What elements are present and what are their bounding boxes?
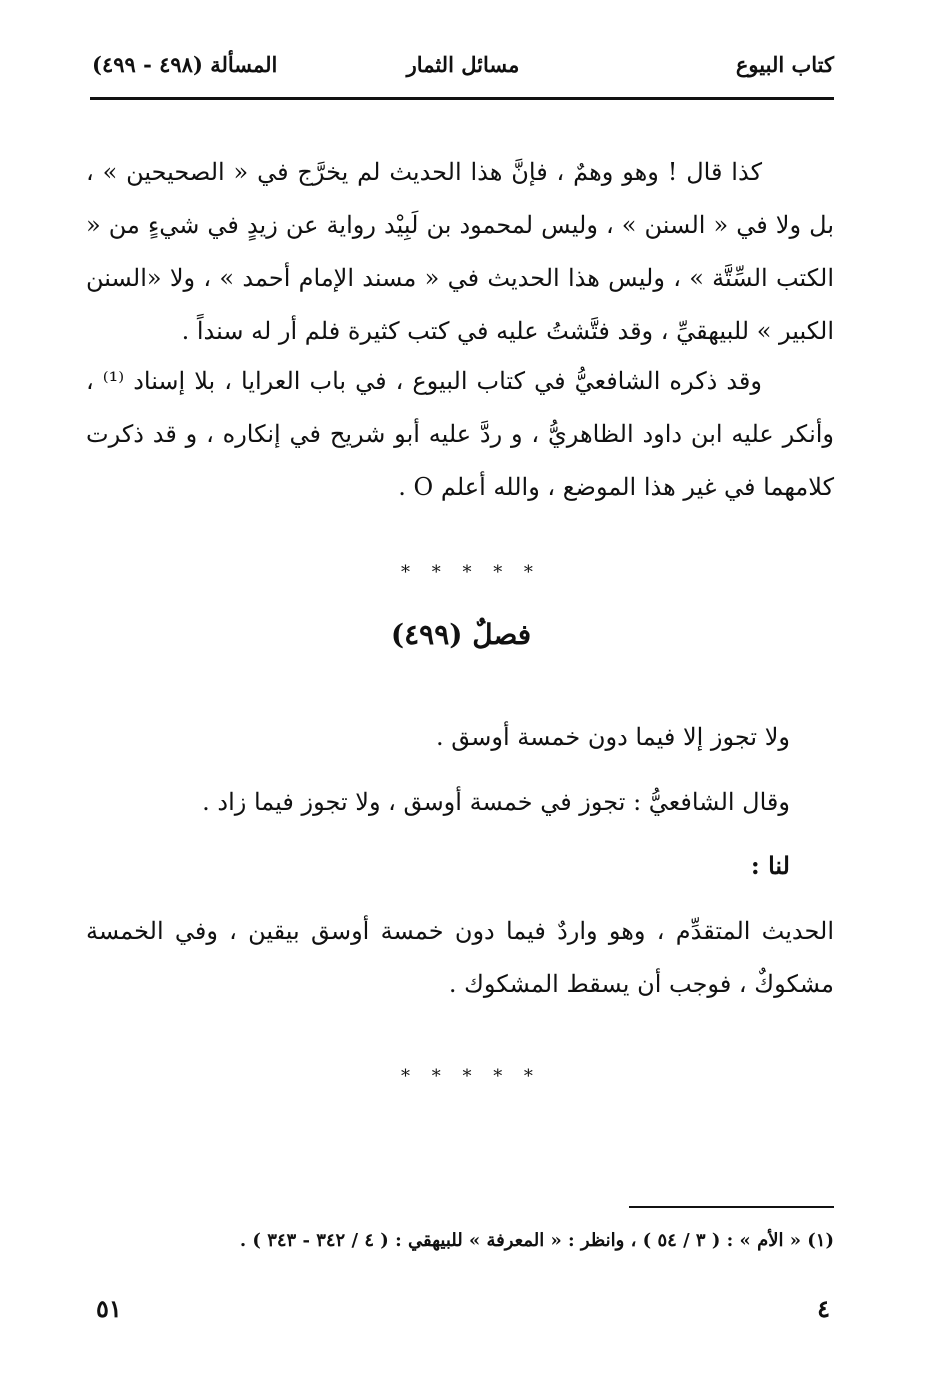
page-number-right: ٤ bbox=[817, 1294, 830, 1323]
section-line-1: ولا تجوز إلا فيما دون خمسة أوسق . bbox=[436, 723, 790, 751]
body-paragraph-2: وقد ذكره الشافعيُّ في كتاب البيوع ، في باب العرايا ، بلا إسناد ⁽¹⁾ ، وأنكر عليه ابن داود الظاهريُّ ، و ردَّ عليه أبو شريح في إنكاره ، و قد ذكرت كلامهما في غير هذا الموضع ، والله أعلم O . bbox=[86, 367, 834, 501]
header-issue-number: المسألة (٤٩٨ - ٤٩٩) bbox=[92, 52, 278, 77]
closing-separator-stars: * * * * * bbox=[401, 1066, 541, 1087]
header-chapter-title: مسائل الثمار bbox=[406, 52, 520, 77]
section-line-3: لنا : bbox=[750, 851, 790, 880]
footnote-rule bbox=[629, 1206, 834, 1208]
body-paragraph-1: كذا قال ! وهو وهمٌ ، فإنَّ هذا الحديث لم يخرَّج في « الصحيحين » ، بل ولا في « السنن » ، وليس لمحمود بن لَبِيْد رواية عن زيدٍ في شيءٍ من « الكتب السِّتَّة » ، وليس هذا الحديث في « مسند الإمام أحمد » ، ولا «السنن الكبير » للبيهقيِّ ، وقد فتَّشتُ عليه في كتب كثيرة فلم أر له سنداً . bbox=[86, 158, 835, 345]
body-paragraph-3: الحديث المتقدِّم ، وهو واردٌ فيما دون خمسة أوسق بيقين ، وفي الخمسة مشكوكٌ ، فوجب أن يسقط المشكوك . bbox=[86, 917, 834, 998]
section-title: فصلٌ (٤٩٩) bbox=[390, 618, 532, 651]
header-book-title: كتاب البيوع bbox=[735, 52, 834, 77]
section-line-2: وقال الشافعيُّ : تجوز في خمسة أوسق ، ولا تجوز فيما زاد . bbox=[202, 788, 790, 816]
page-header bbox=[92, 52, 834, 92]
page-number-left: ٥١ bbox=[96, 1294, 122, 1323]
header-rule bbox=[90, 97, 834, 100]
section-separator-stars: * * * * * bbox=[401, 562, 541, 583]
footnote: (١) « الأم » : ( ٣ / ٥٤ ) ، وانظر : « المعرفة » للبيهقي : ( ٤ / ٣٤٢ - ٣٤٣ ) . bbox=[239, 1230, 834, 1251]
